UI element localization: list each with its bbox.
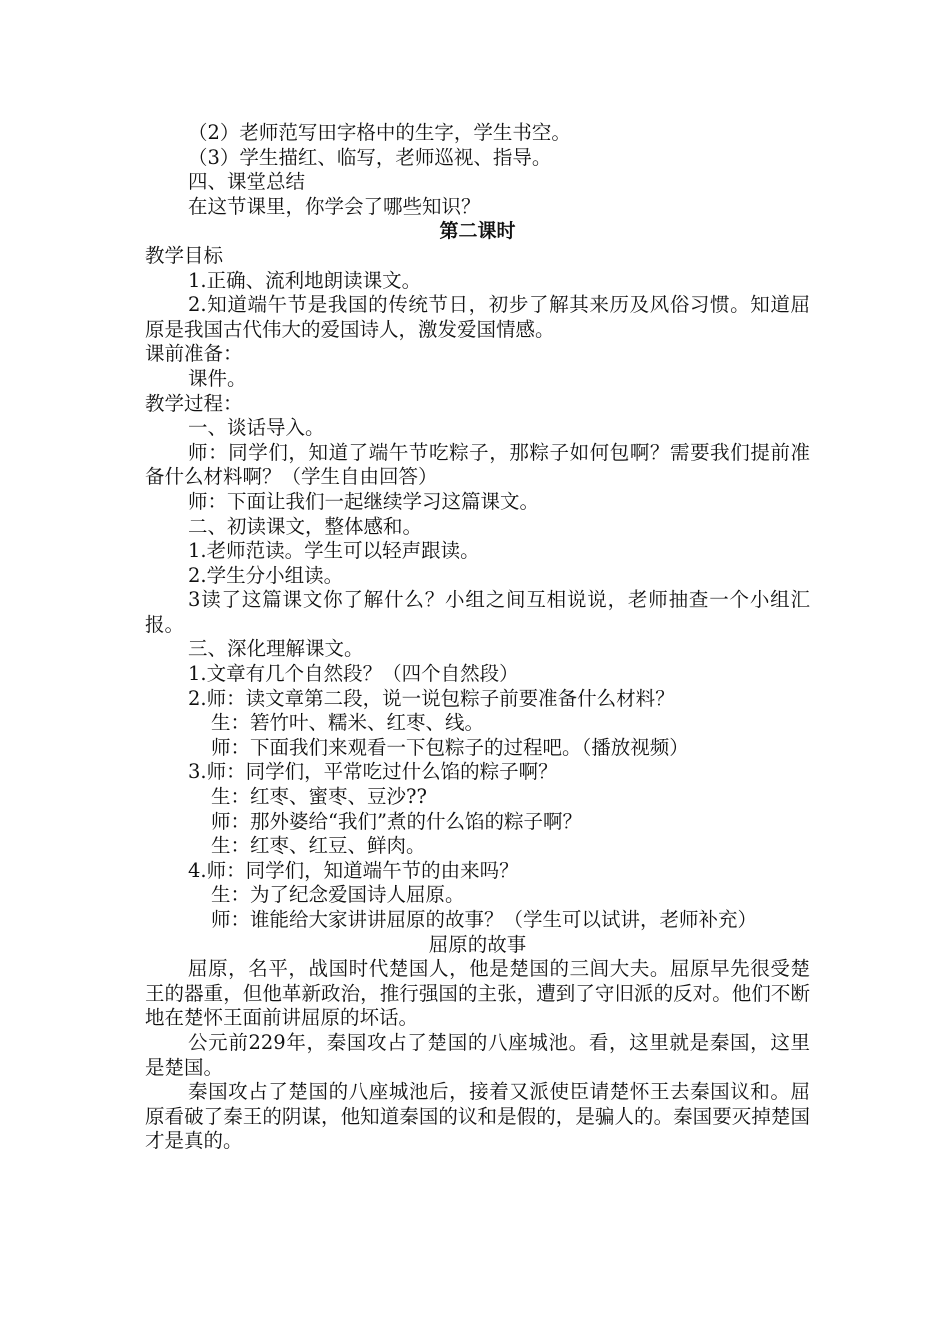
dialogue-line: 师：下面我们来观看一下包粽子的过程吧。（播放视频）	[211, 735, 689, 759]
section-heading: 二、初读课文，整体感和。	[188, 514, 423, 538]
paragraph: 2.学生分小组读。	[188, 563, 344, 587]
lesson-title: 第二课时	[439, 220, 516, 243]
paragraph: 4.师：同学们，知道端午节的由来吗？	[188, 858, 519, 882]
paragraph: 3.师：同学们，平常吃过什么馅的粽子啊？	[188, 760, 558, 784]
dialogue-line: 师：那外婆给“我们”煮的什么馅的粽子啊？	[211, 809, 582, 833]
section-heading: 一、谈话导入。	[188, 416, 325, 440]
paragraph: （3）学生描红、临写，老师巡视、指导。	[188, 145, 552, 169]
dialogue-line: 生：箬竹叶、糯米、红枣、线。	[211, 711, 485, 735]
story-paragraph: 秦国攻占了楚国的八座城池后，接着又派使臣请楚怀王去秦国议和。屈原看破了秦王的阴谋，他知道秦国的议和是假的，是骗人的。秦国要灭掉楚国才是真的。	[145, 1080, 810, 1153]
document-body	[145, 121, 810, 1154]
paragraph: 3读了这篇课文你了解什么？小组之间互相说说，老师抽查一个小组汇报。	[145, 588, 810, 636]
paragraph: 师：同学们，知道了端午节吃粽子，那粽子如何包啊？需要我们提前准备什么材料啊？（学生自由回答）	[145, 440, 810, 489]
story-paragraph: 公元前229年，秦国攻占了楚国的八座城池。看，这里就是秦国，这里是楚国。	[145, 1030, 810, 1079]
section-heading: 三、深化理解课文。	[188, 637, 364, 661]
paragraph: 2.师：读文章第二段，说一说包粽子前要准备什么材料？	[188, 686, 675, 710]
paragraph: 1.正确、流利地朗读课文。	[188, 268, 422, 292]
paragraph: 1.老师范读。学生可以轻声跟读。	[188, 539, 480, 563]
paragraph: 课件。	[188, 366, 247, 390]
section-heading: 课前准备：	[145, 342, 243, 366]
paragraph: 1.文章有几个自然段？（四个自然段）	[188, 662, 519, 686]
dialogue-line: 生：红枣、蜜枣、豆沙??	[211, 785, 427, 809]
paragraph: 师：下面让我们一起继续学习这篇课文。	[188, 489, 540, 513]
section-heading: 教学过程：	[145, 391, 243, 415]
story-title: 屈原的故事	[428, 932, 527, 956]
paragraph: （2）老师范写田字格中的生字，学生书空。	[188, 121, 571, 144]
paragraph: 2.知道端午节是我国的传统节日，初步了解其来历及风俗习惯。知道屈原是我国古代伟大的爱国诗人，激发爱国情感。	[145, 293, 810, 341]
dialogue-line: 生：红枣、红豆、鲜肉。	[211, 834, 426, 858]
paragraph: 在这节课里，你学会了哪些知识？	[188, 194, 481, 218]
section-heading: 教学目标	[145, 243, 224, 267]
dialogue-line: 师：谁能给大家讲讲屈原的故事？（学生可以试讲，老师补充）	[211, 908, 758, 931]
section-heading: 四、课堂总结	[188, 170, 306, 194]
dialogue-line: 生：为了纪念爱国诗人屈原。	[211, 883, 465, 907]
story-paragraph: 屈原，名平，战国时代楚国人，他是楚国的三闾大夫。屈原早先很受楚王的器重，但他革新政治，推行强国的主张，遭到了守旧派的反对。他们不断地在楚怀王面前讲屈原的坏话。	[145, 957, 810, 1030]
